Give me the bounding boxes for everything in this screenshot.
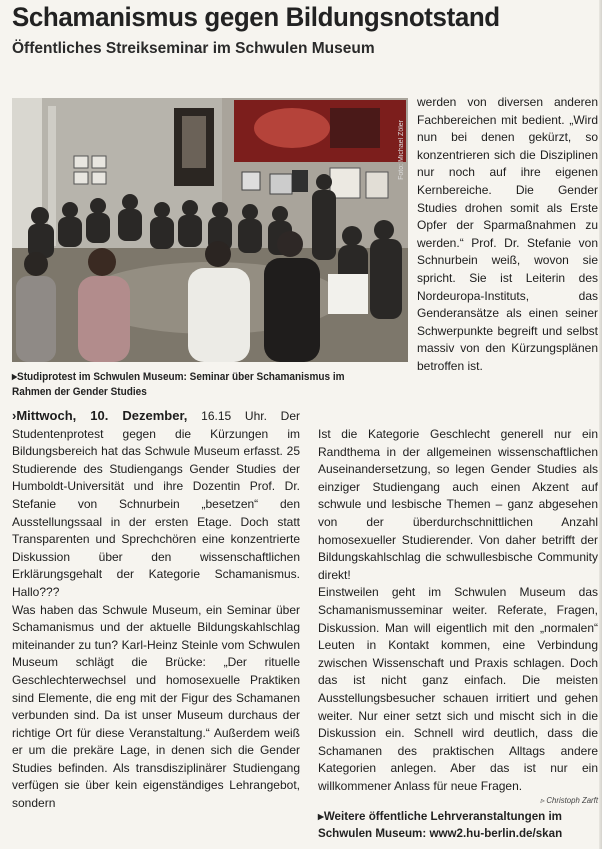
headline: Schamanismus gegen Bildungsnotstand: [12, 2, 500, 32]
left-column-paragraph-2: Was haben das Schwule Museum, ein Seminar über Schamanismus und der aktuelle Bildungskahlschlag miteinander zu tun? Karl-Heinz Steinle vom Schwulen Museum schlägt die Brücke: „Der rituelle Geschlechterwechsel und homosexuelle Praktiken sind Elemente, die eng mit der Figur des Schamanen verbunden sind. Da ist unser Museum durchaus der richtige Ort für diese Veranstaltung.“ Außerdem weiß er um die prekäre Lage, in denen sich die Gender Studies befinden. Als transdisziplinärer Studiengang verfügen sie über kein eigenständiges Lehrangebot, sondern: [12, 602, 300, 811]
lead-dateline: ›Mittwoch, 10. Dezember,: [12, 408, 188, 423]
left-column: [12, 407, 300, 813]
photo-credit: Foto: Michael Zöler: [398, 120, 405, 180]
left-column-paragraph: [12, 407, 300, 602]
subheadline: Öffentliches Streikseminar im Schwulen Museum: [12, 40, 375, 57]
right-column-paragraph-2: Einstweilen geht im Schwulen Museum das Schamanismusseminar weiter. Referate, Fragen, Diskussion. Man will eigentlich mit den „normalen“ Leuten in Kontakt kommen, eine Verbindung zwischen Wissenschaft und Praxis schlagen. Doch das ist nicht ganz einfach. Die meisten Ausstellungsbesucher schauen irritiert und gehen weiter. Nur einer setzt sich und mischt sich in die Diskussion ein. Schnell wird deutlich, dass die Schamanen des praktischen Alltags andere Kategorien anlegen. Aber das ist nur ein willkommener Anlass für neue Fragen.: [318, 585, 598, 793]
left-column-paragraph-1: 16.15 Uhr. Der Studentenprotest gegen die Kürzungen im Bildungsbereich hat das Schwule Museum erfasst. 25 Studierende des Studiengangs Gender Studies der Humboldt-Universität und ihre Dozentin Prof. Dr. Stefanie von Schnurbein „besetzen“ den Ausstellungssaal in der ersten Etage. Doch statt Transparenten und Sprechchören eine konzentrierte Diskussion über den wissenschaftlichen Erklärungsgehalt der Kategorie Schamanismus. Hallo???: [12, 409, 301, 599]
right-column-top-text: werden von diversen anderen Fachbereichen mit bedient. „Wird nun bei denen gekürzt, so konzentrieren sich die Disziplinen nur noch auf ihre eigenen Kernbereiche. Die Gender Studies drohen somit als Erste Opfer der Sparmaßnahmen zu werden.“ Prof. Dr. Stefanie von Schnurbein weiß, wovon sie spricht. Sie ist Leiterin des Nordeuropa-Instituts, das Genderansätze als einen seiner Schwerpunkte begreift und selbst massiv von den Kürzungsplänen betroffen ist.: [417, 95, 598, 373]
right-column-top: [417, 94, 598, 376]
right-column-bottom: [318, 426, 598, 807]
seminar-photo: [12, 98, 408, 362]
photo-caption: ▸Studiprotest im Schwulen Museum: Seminar über Schamanismus im Rahmen der Gender Studies: [12, 371, 345, 398]
right-column-paragraph-1: Ist die Kategorie Geschlecht generell nur ein Randthema in der allgemeinen wissenschaftlichen Auseinandersetzung, so legen Gender Studies als einziger Studiengang auch einen Akzent auf schwule und lesbische Themen – ganz abgesehen von der überdurchschnittlichen Anzahl homosexueller Studierender. Von daher betrifft der Bildungskahlschlag die schwullesbische Community direkt!: [318, 427, 598, 582]
author-signature: ▹ Christoph Zarft: [540, 796, 598, 806]
footer-note: ▸Weitere öffentliche Lehrveranstaltungen im Schwulen Museum: www2.hu-berlin.de/skan: [318, 810, 563, 840]
